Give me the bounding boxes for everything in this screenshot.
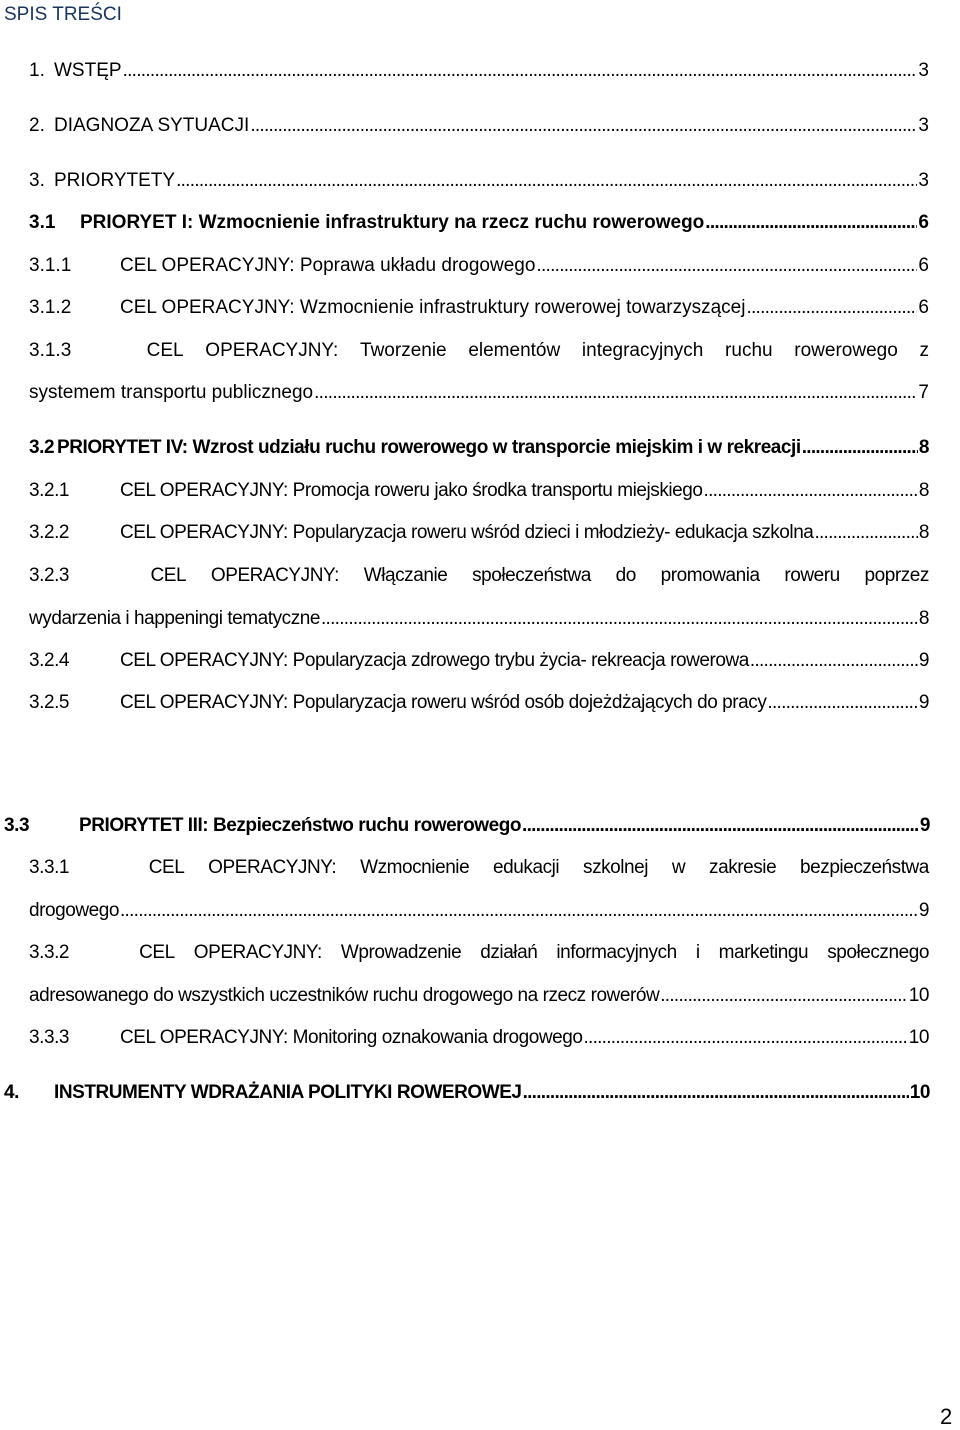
toc-title-word: społeczeństwa	[472, 565, 591, 586]
dot-leader	[176, 169, 917, 193]
toc-page: 3	[918, 60, 929, 81]
toc-title: PRIORYTETY	[54, 170, 176, 191]
toc-title-word: CEL	[146, 340, 184, 361]
toc-number: 3.2.5	[29, 692, 70, 713]
toc-entry-3-2-2[interactable]	[29, 521, 929, 545]
toc-title-continuation: drogowego	[29, 900, 119, 921]
toc-title-word: OPERACYJNY:	[210, 565, 339, 586]
toc-number: 3.1	[29, 212, 56, 233]
toc-title-word: OPERACYJNY:	[208, 857, 337, 878]
dot-leader	[704, 479, 918, 503]
toc-number: 3.3.2	[29, 942, 70, 963]
toc-number: 3.2.2	[29, 522, 70, 543]
dot-leader	[321, 607, 918, 631]
toc-number: 3.2	[29, 437, 55, 458]
toc-number: 3.2.4	[29, 650, 70, 671]
toc-title-word: Wzmocnienie	[360, 857, 470, 878]
toc-page: 9	[918, 900, 929, 921]
toc-title-word: Wprowadzenie	[340, 942, 462, 963]
toc-title: CEL OPERACYJNY: Poprawa układu drogowego	[120, 255, 536, 276]
toc-title-word: poprzez	[864, 565, 929, 586]
toc-title: INSTRUMENTY WDRAŻANIA POLITYKI ROWEROWEJ	[54, 1082, 522, 1103]
toc-entry-2[interactable]	[29, 114, 929, 138]
toc-entry-3-3-2[interactable]	[29, 941, 929, 1008]
toc-title: CEL OPERACYJNY: Popularyzacja roweru wśród dzieci i młodzieży- edukacja szkolna	[120, 522, 814, 543]
toc-title-word: Włączanie	[363, 565, 448, 586]
toc-title-continuation: adresowanego do wszystkich uczestników ruchu drogowego na rzecz rowerów	[29, 985, 660, 1006]
toc-title-word: działań	[480, 942, 538, 963]
toc-entry-3[interactable]	[29, 169, 929, 193]
toc-heading: SPIS TREŚCI	[4, 4, 122, 25]
dot-leader	[746, 296, 917, 320]
dot-leader	[536, 254, 917, 278]
dot-leader	[123, 59, 918, 83]
dot-leader	[523, 1081, 909, 1105]
toc-page: 10	[908, 985, 929, 1006]
toc-title-word: do	[615, 565, 636, 586]
toc-title-word: w	[671, 857, 686, 878]
dot-leader	[314, 381, 917, 405]
toc-title-word: CEL	[148, 857, 185, 878]
dot-leader	[660, 984, 908, 1008]
toc-entry-3-1-2[interactable]	[29, 296, 929, 320]
toc-entry-4[interactable]	[4, 1081, 930, 1105]
toc-title: WSTĘP	[54, 60, 122, 81]
toc-page: 8	[918, 437, 929, 458]
toc-page: 9	[919, 815, 930, 836]
toc-page: 6	[918, 297, 929, 318]
toc-title-word: Tworzenie	[360, 340, 447, 361]
toc-title-word: CEL	[139, 942, 175, 963]
toc-page: 8	[918, 608, 929, 629]
toc-title-continuation: systemem transportu publicznego	[29, 382, 314, 403]
toc-entry-3-1-3[interactable]	[29, 339, 929, 405]
toc-page: 10	[908, 1027, 929, 1048]
toc-number: 3.1.2	[29, 297, 72, 318]
toc-title: CEL OPERACYJNY: Popularyzacja zdrowego trybu życia- rekreacja rowerowa	[120, 650, 749, 671]
toc-title-word: ruchu	[725, 340, 773, 361]
toc-page: 3	[918, 115, 929, 136]
toc-page: 9	[918, 650, 929, 671]
toc-number: 3.1.1	[29, 255, 72, 276]
toc-title: CEL OPERACYJNY: Wzmocnienie infrastruktury rowerowej towarzyszącej	[120, 297, 746, 318]
toc-number: 3.	[29, 170, 45, 191]
dot-leader	[767, 691, 917, 715]
toc-entry-3-2-4[interactable]	[29, 649, 929, 673]
toc-number: 3.3.3	[29, 1027, 70, 1048]
toc-entry-3-3-3[interactable]	[29, 1026, 929, 1050]
toc-title: CEL OPERACYJNY: Promocja roweru jako środka transportu miejskiego	[120, 480, 703, 501]
toc-page: 6	[918, 255, 929, 276]
toc-title-word: promowania	[660, 565, 760, 586]
toc-page: 9	[918, 692, 929, 713]
toc-title: PRIORYTET III: Bezpieczeństwo ruchu rowerowego	[79, 815, 522, 836]
toc-title-word: marketingu	[718, 942, 809, 963]
toc-page: 3	[918, 170, 929, 191]
dot-leader	[705, 211, 917, 235]
toc-title-word: i	[695, 942, 700, 963]
toc-title-word: rowerowego	[794, 340, 898, 361]
toc-title-word: roweru	[784, 565, 840, 586]
toc-title: PRIORYTET IV: Wzrost udziału ruchu rowerowego w transporcie miejskim i w rekreacji	[57, 437, 801, 458]
toc-number: 3.3.1	[29, 857, 70, 878]
toc-title: PRIORYET I: Wzmocnienie infrastruktury na rzecz ruchu rowerowego	[80, 212, 705, 233]
toc-title-word: informacyjnych	[556, 942, 677, 963]
toc-entry-3-2-5[interactable]	[29, 691, 929, 715]
toc-title-word: edukacji	[493, 857, 560, 878]
toc-number: 3.2.3	[29, 565, 70, 586]
toc-entry-3-3-1[interactable]	[29, 856, 929, 923]
toc-title-word: bezpieczeństwa	[800, 857, 929, 878]
toc-title-word: z	[919, 340, 929, 361]
toc-page: 7	[918, 382, 929, 403]
toc-number: 3.1.3	[29, 340, 72, 361]
toc-number: 4.	[4, 1082, 19, 1103]
toc-title-word: OPERACYJNY:	[205, 340, 339, 361]
dot-leader	[802, 436, 918, 460]
toc-title-continuation: wydarzenia i happeningi tematyczne	[29, 608, 320, 629]
toc-title-word: zakresie	[709, 857, 777, 878]
dot-leader	[522, 814, 919, 838]
toc-number: 1.	[29, 60, 45, 81]
toc-entry-1[interactable]	[29, 59, 929, 83]
toc-title-word: CEL	[150, 565, 187, 586]
toc-title-word: OPERACYJNY:	[193, 942, 322, 963]
dot-leader	[814, 521, 917, 545]
toc-entry-3-2[interactable]	[29, 436, 929, 460]
dot-leader	[120, 899, 918, 923]
toc-entry-3-1-1[interactable]	[29, 254, 929, 278]
dot-leader	[250, 114, 917, 138]
toc-entry-3-2-1[interactable]	[29, 479, 929, 503]
toc-entry-3-2-3[interactable]	[29, 564, 929, 631]
toc-page: 6	[918, 212, 929, 233]
toc-title: CEL OPERACYJNY: Monitoring oznakowania drogowego	[120, 1027, 583, 1048]
toc-title-word: elementów	[468, 340, 561, 361]
toc-title-word: społecznego	[827, 942, 929, 963]
toc-title: CEL OPERACYJNY: Popularyzacja roweru wśród osób dojeżdżających do pracy	[120, 692, 767, 713]
page-number: 2	[940, 1404, 953, 1429]
toc-number: 2.	[29, 115, 45, 136]
dot-leader	[583, 1026, 907, 1050]
toc-page: 10	[909, 1082, 930, 1103]
toc-number: 3.3	[4, 815, 30, 836]
toc-number: 3.2.1	[29, 480, 70, 501]
dot-leader	[750, 649, 918, 673]
toc-title-word: integracyjnych	[581, 340, 704, 361]
toc-page: 8	[918, 522, 929, 543]
toc-title-word: szkolnej	[583, 857, 649, 878]
toc-entry-3-3[interactable]	[4, 814, 930, 838]
toc-entry-3-1[interactable]	[29, 211, 929, 235]
toc-title: DIAGNOZA SYTUACJI	[54, 115, 250, 136]
toc-page: 8	[918, 480, 929, 501]
